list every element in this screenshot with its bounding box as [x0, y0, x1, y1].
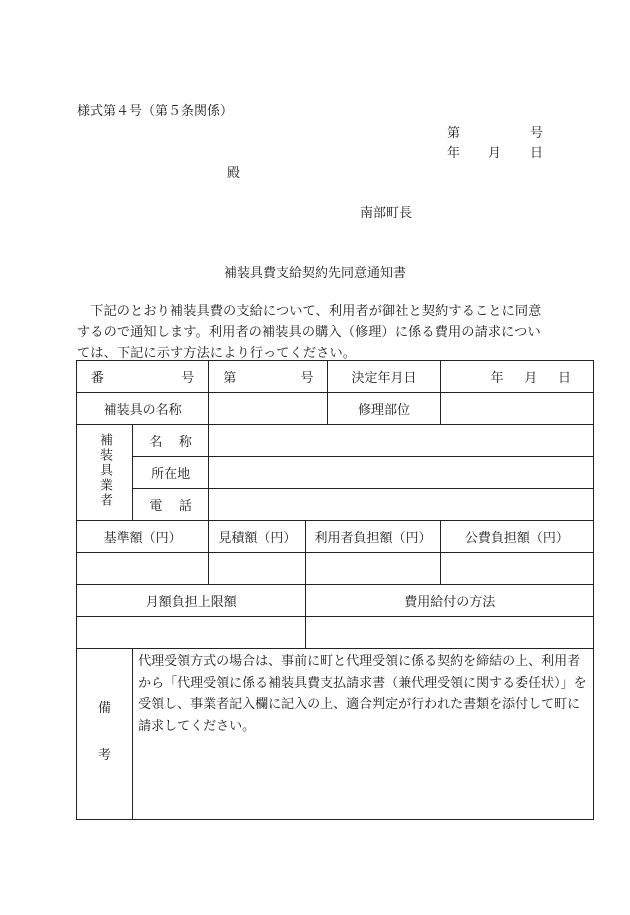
remarks-label-a: 備 [98, 701, 112, 716]
table-row [77, 393, 594, 425]
addressee-suffix: 殿 [227, 166, 241, 181]
table-row [77, 457, 594, 489]
notice-body [77, 301, 567, 364]
issue-date-month: 月 [488, 146, 502, 161]
issue-date-year: 年 [447, 146, 461, 161]
standard-amount-value[interactable] [77, 553, 209, 585]
number-value-cell[interactable] [209, 361, 328, 393]
vendor-phone-label-b: 話 [178, 499, 192, 514]
vendor-phone-label [133, 489, 209, 521]
form-number: 様式第４号（第５条関係） [77, 104, 234, 119]
number-label-b: 号 [181, 371, 195, 386]
document-title: 補装具費支給契約先同意通知書 [223, 266, 406, 281]
table-row [77, 521, 594, 553]
repair-part-value[interactable] [440, 393, 593, 425]
public-burden-value[interactable] [440, 553, 593, 585]
body-line: ては、下記に示す方法により行ってください。 [77, 346, 357, 361]
standard-amount-label: 基準額（円） [77, 521, 209, 553]
user-burden-label: 利用者負担額（円） [306, 521, 440, 553]
decision-date-day: 日 [557, 371, 571, 386]
document-number-prefix: 第 [447, 126, 461, 141]
remarks-text: 代理受領方式の場合は、事前に町と代理受領に係る契約を締結の上、利用者から「代理受領に係る補装具費支払請求書（兼代理受領に関する委任状）」を受領し、事業者記入欄に記入の上、適合判定が行われた書類を添付して町に請求してください。 [133, 649, 594, 820]
number-label-cell [77, 361, 209, 393]
decision-date-year: 年 [490, 371, 504, 386]
vendor-name-value[interactable] [209, 425, 594, 457]
device-name-value[interactable] [209, 393, 328, 425]
repair-part-label: 修理部位 [328, 393, 440, 425]
vendor-address-value[interactable] [209, 457, 594, 489]
payment-method-value[interactable] [306, 617, 594, 649]
issue-date-day: 日 [530, 146, 544, 161]
remarks-label-b: 考 [98, 748, 112, 763]
issuer-name: 南部町長 [360, 206, 413, 221]
payment-method-label: 費用給付の方法 [306, 585, 594, 617]
table-row [77, 361, 594, 393]
decision-date-label: 決定年月日 [328, 361, 440, 393]
vendor-phone-value[interactable] [209, 489, 594, 521]
table-row [77, 585, 594, 617]
decision-date-value[interactable] [440, 361, 593, 393]
vendor-group-label [77, 425, 133, 521]
table-row [77, 489, 594, 521]
table-row [77, 649, 594, 820]
vendor-name-label-a: 名 [149, 435, 163, 450]
table-row [77, 617, 594, 649]
vendor-name-label [133, 425, 209, 457]
notice-table [76, 360, 594, 820]
body-line: 下記のとおり補装具費の支給について、利用者が御社と契約することに同意 [90, 304, 542, 319]
remarks-label-cell [77, 649, 133, 820]
number-label-a: 番 [91, 371, 105, 386]
vendor-phone-label-a: 電 [149, 499, 163, 514]
device-name-label: 補装具の名称 [77, 393, 209, 425]
monthly-cap-value[interactable] [77, 617, 306, 649]
decision-date-month: 月 [524, 371, 538, 386]
table-row [77, 425, 594, 457]
number-prefix: 第 [223, 371, 237, 386]
vendor-name-label-b: 称 [178, 435, 192, 450]
public-burden-label: 公費負担額（円） [440, 521, 593, 553]
estimate-amount-label: 見積額（円） [209, 521, 306, 553]
vendor-address-label: 所在地 [133, 457, 209, 489]
body-line: するので通知します。利用者の補装具の購入（修理）に係る費用の請求につい [77, 325, 541, 340]
vendor-group-text: 補装具業者 [97, 433, 113, 508]
document-number-suffix: 号 [530, 126, 544, 141]
table-row [77, 553, 594, 585]
number-suffix: 号 [300, 371, 314, 386]
estimate-amount-value[interactable] [209, 553, 306, 585]
monthly-cap-label: 月額負担上限額 [77, 585, 306, 617]
user-burden-value[interactable] [306, 553, 440, 585]
